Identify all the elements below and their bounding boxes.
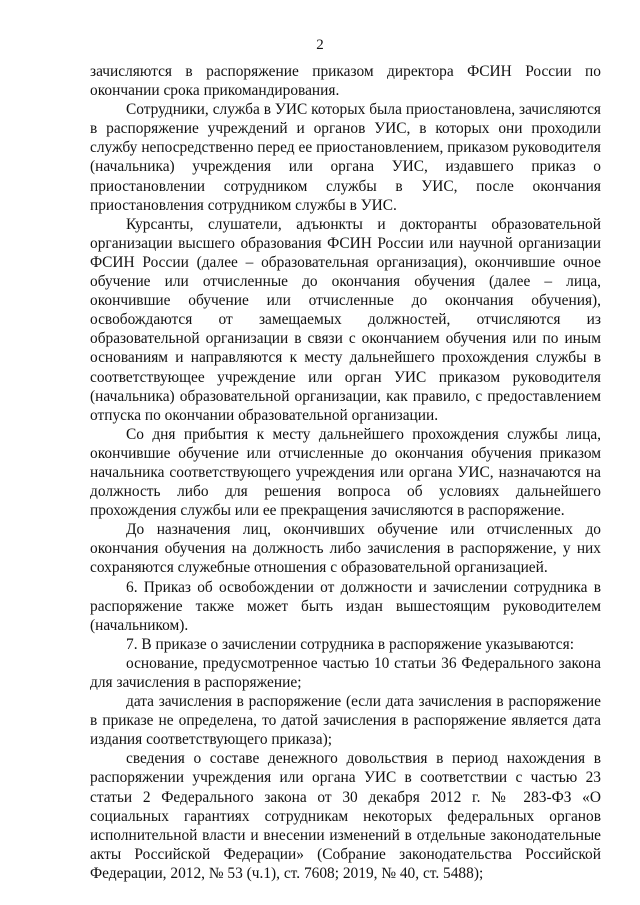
paragraph-item-6: 6. Приказ об освобождении от должности и зачислении сотрудника в распоряжение также может быть издан вышестоящим руководителем (начальником). <box>90 578 601 634</box>
document-body <box>90 62 601 883</box>
paragraph-date: дата зачисления в распоряжение (если дата зачисления в распоряжение в приказе не определена, то датой зачисления в распоряжение является дата издания соответствующего приказа); <box>90 693 601 749</box>
page-number: 2 <box>316 37 324 53</box>
paragraph-suspended-service: Сотрудники, служба в УИС которых была приостановлена, зачисляются в распоряжение учреждений и органов УИС, в которых они проходили службу непосредственно перед ее приостановлением, приказом руководителя (начальника) учреждения или органа УИС, издавшего приказ о приостановлении сотрудником службы в УИС, после окончания приостановления сотрудником службы в УИС. <box>90 101 601 214</box>
paragraph-basis: основание, предусмотренное частью 10 статьи 36 Федерального закона для зачисления в распоряжение; <box>90 654 601 691</box>
paragraph-arrival: Со дня прибытия к месту дальнейшего прохождения службы лица, окончившие обучение или отчисленные до окончания обучения приказом начальника соответствующего учреждения или органа УИС, назначаются на должность либо для решения вопроса об условиях дальнейшего прохождения службы или ее прекращения зачисляются в распоряжение. <box>90 425 601 520</box>
paragraph-continuation: зачисляются в распоряжение приказом директора ФСИН России по окончании срока прикомандирования. <box>90 63 601 100</box>
paragraph-allowance: сведения о составе денежного довольствия в период нахождения в распоряжении учреждения или органа УИС в соответствии с частью 23 статьи 2 Федерального закона от 30 декабря 2012 г. № 283-ФЗ «О социальных гарантиях сотрудникам некоторых федеральных органов исполнительной власти и внесении изменений в отдельные законодательные акты Российской Федерации» (Собрание законодательства Российской Федерации, 2012, № 53 (ч.1), ст. 7608; 2019, № 40, ст. 5488); <box>90 750 601 882</box>
paragraph-until-appointment: До назначения лиц, окончивших обучение или отчисленных до окончания обучения на должность либо зачисления в распоряжение, у них сохраняются служебные отношения с образовательной организацией. <box>90 521 601 577</box>
paragraph-cadets: Курсанты, слушатели, адъюнкты и докторанты образовательной организации высшего образования ФСИН России или научной организации ФСИН России (далее – образовательная организация), окончившие очное обучение или отчисленные до окончания обучения (далее – лица, окончившие обучение или отчисленные до окончания обучения), освобождаются от замещаемых должностей, отчисляются из образовательной организации в связи с окончанием обучения или по иным основаниям и направляются к месту дальнейшего прохождения службы в соответствующее учреждение или орган УИС приказом руководителя (начальника) образовательной организации, как правило, с предоставлением отпуска по окончании образовательной организации. <box>90 215 601 424</box>
paragraph-item-7: 7. В приказе о зачислении сотрудника в распоряжение указываются: <box>126 635 574 653</box>
